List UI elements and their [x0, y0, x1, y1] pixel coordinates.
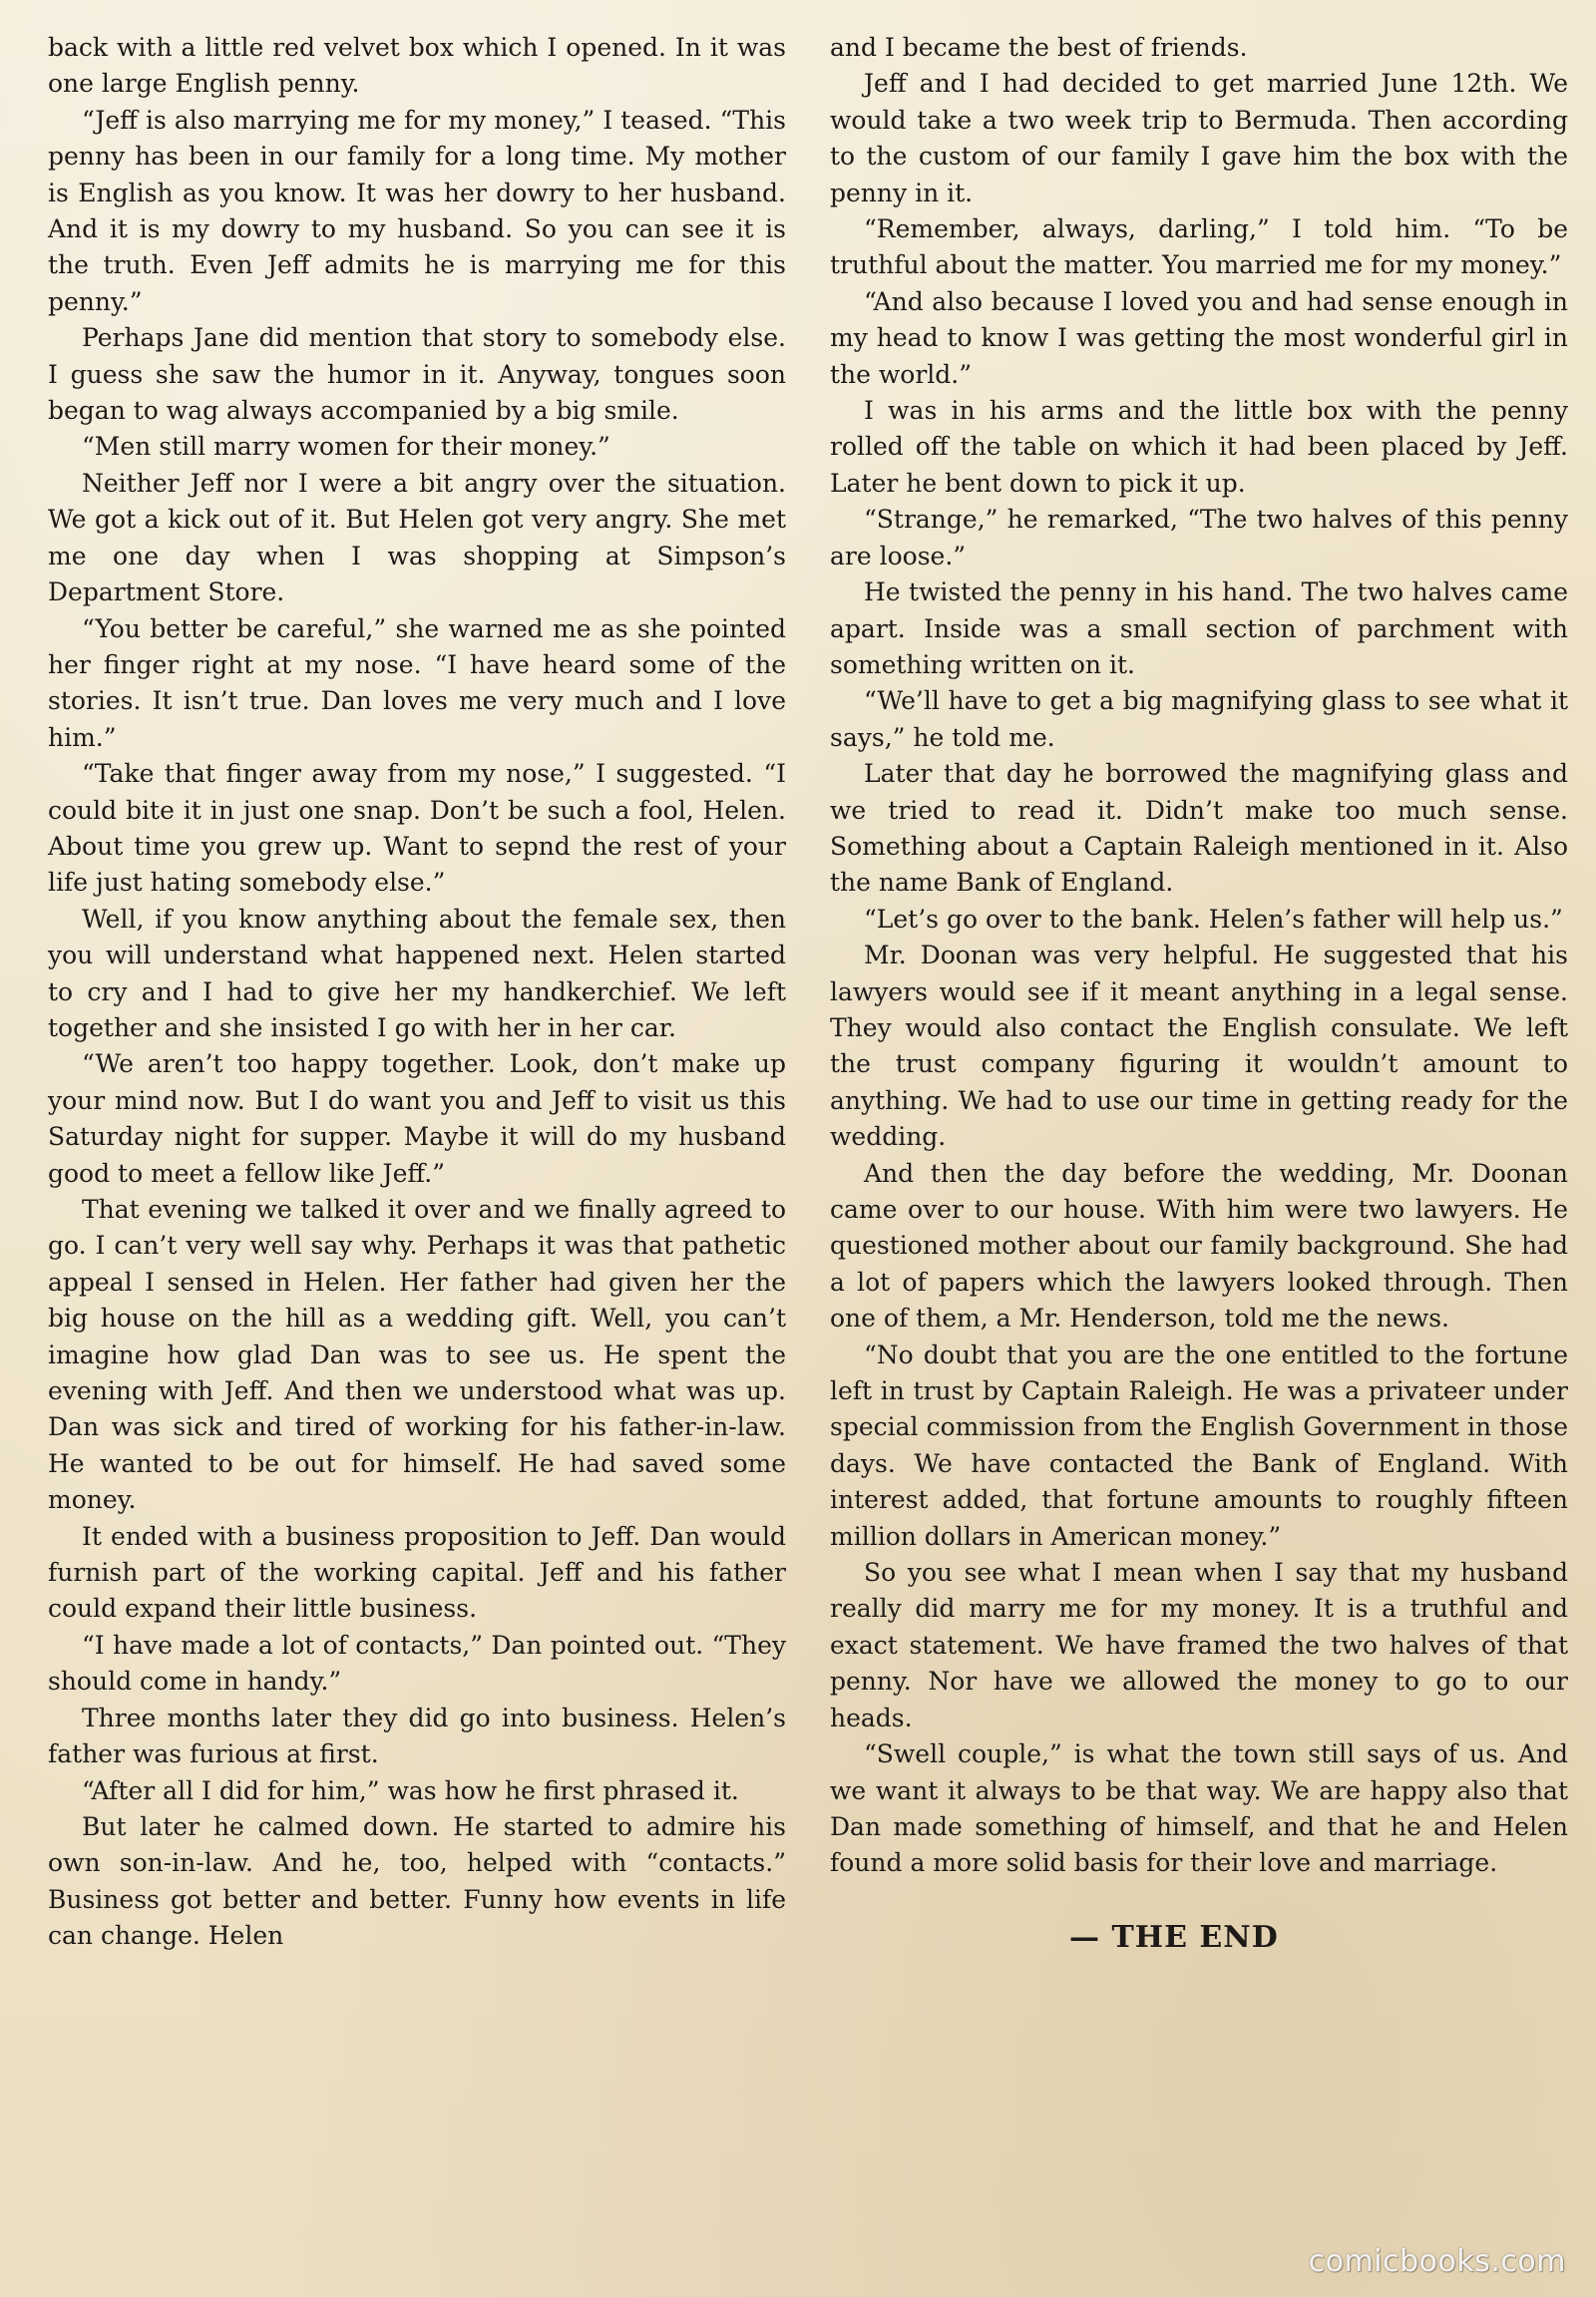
paragraph: Jeff and I had decided to get married June 12th. We would take a two week trip to Bermuda. Then according to the custom of our family I gave him the box with the penny in it. — [830, 69, 1568, 207]
paragraph: “No doubt that you are the one entitled to the fortune left in trust by Captain Raleigh. He was a privateer under special commission from the English Government in those days. We have contacted the Bank of England. With interest added, that fortune amounts to roughly fifteen million dollars in American money.” — [830, 1340, 1568, 1551]
paragraph: back with a little red velvet box which I opened. In it was one large English penny. — [48, 33, 786, 99]
paragraph: It ended with a business proposition to Jeff. Dan would furnish part of the working capital. Jeff and his father could expand their little business. — [48, 1521, 786, 1624]
the-end-label: — THE END — [1069, 1919, 1279, 1955]
paragraph: Neither Jeff nor I were a bit angry over the situation. We got a kick out of it. But Helen got very angry. She met me one day when I was shopping at Simpson’s Department Store. — [48, 468, 786, 607]
paragraph: “Remember, always, darling,” I told him. “To be truthful about the matter. You married me for my money.” — [830, 214, 1568, 280]
paragraph: “Take that finger away from my nose,” I suggested. “I could bite it in just one snap. Don’t be such a fool, Helen. About time you grew up. Want to sepnd the rest of your life just hating somebody else.” — [48, 759, 786, 898]
paragraph: I was in his arms and the little box with the penny rolled off the table on which it had been placed by Jeff. Later he bent down to pick it up. — [830, 396, 1568, 498]
paragraph: “I have made a lot of contacts,” Dan pointed out. “They should come in handy.” — [48, 1630, 786, 1697]
paragraph: Mr. Doonan was very helpful. He suggested that his lawyers would see if it meant anything in a legal sense. They would also contact the English consulate. We left the trust company figuring it wouldn’t amount to anything. We had to use our time in getting ready for the wedding. — [830, 941, 1568, 1152]
paragraph: “Let’s go over to the bank. Helen’s father will help us.” — [864, 904, 1563, 934]
paragraph: “After all I did for him,” was how he first phrased it. — [82, 1775, 739, 1805]
paragraph: Well, if you know anything about the female sex, then you will understand what happened next. Helen started to cry and I had to give her my handkerchief. We left together and she insisted I go with her in her car. — [48, 904, 786, 1042]
paragraph: Later that day he borrowed the magnifying glass and we tried to read it. Didn’t make too much sense. Something about a Captain Raleigh mentioned in it. Also the name Bank of England. — [830, 759, 1568, 898]
paragraph: “We aren’t too happy together. Look, don’t make up your mind now. But I do want you and Jeff to visit us this Saturday night for supper. Maybe it will do my husband good to meet a fellow like Jeff.” — [48, 1049, 786, 1188]
paragraph: And then the day before the wedding, Mr. Doonan came over to our house. With him were two lawyers. He questioned mother about our family background. She had a lot of papers which the lawyers looked through. Then one of them, a Mr. Henderson, told me the news. — [830, 1158, 1568, 1334]
right-column — [830, 30, 1568, 1956]
paragraph: He twisted the penny in his hand. The two halves came apart. Inside was a small section of parchment with something written on it. — [830, 577, 1568, 679]
paragraph: “Strange,” he remarked, “The two halves of this penny are loose.” — [830, 505, 1568, 571]
watermark: comicbooks.com — [1308, 2244, 1566, 2279]
paragraph: So you see what I mean when I say that my husband really did marry me for my money. It is a truthful and exact statement. We have framed the two halves of that penny. Nor have we allowed the money to go to our heads. — [830, 1558, 1568, 1732]
paragraph: But later he calmed down. He started to admire his own son-in-law. And he, too, helped with “contacts.” Business got better and better. Funny how events in life can change. Helen — [48, 1811, 786, 1951]
paragraph: “Swell couple,” is what the town still says of us. And we want it always to be that way. We are happy also that Dan made something of himself, and that he and Helen found a more solid basis for their love and marriage. — [830, 1739, 1568, 1878]
left-column — [48, 30, 786, 1955]
paragraph: “We’ll have to get a big magnifying glass to see what it says,” he told me. — [830, 686, 1568, 752]
paragraph: “Men still marry women for their money.” — [82, 432, 610, 462]
paragraph: Three months later they did go into business. Helen’s father was furious at first. — [48, 1703, 786, 1769]
paragraph: Perhaps Jane did mention that story to somebody else. I guess she saw the humor in it. Anyway, tongues soon began to wag always accompanied by a big smile. — [48, 323, 786, 426]
paragraph: That evening we talked it over and we finally agreed to go. I can’t very well say why. Perhaps it was that pathetic appeal I sensed in Helen. Her father had given her the big house on the hill as a wedding gift. Well, you can’t imagine how glad Dan was to see us. He spent the evening with Jeff. And then we understood what was up. Dan was sick and tired of working for his father-in-law. He wanted to be out for himself. He had saved some money. — [48, 1195, 786, 1515]
paragraph: and I became the best of friends. — [830, 33, 1248, 62]
paragraph: “Jeff is also marrying me for my money,” I teased. “This penny has been in our family for a long time. My mother is English as you know. It was her dowry to her husband. And it is my dowry to my husband. So you can see it is the truth. Even Jeff admits he is marrying me for this penny.” — [48, 105, 786, 316]
paragraph: “And also because I loved you and had sense enough in my head to know I was getting the most wonderful girl in the world.” — [830, 286, 1568, 389]
paragraph: “You better be careful,” she warned me as she pointed her finger right at my nose. “I have heard some of the stories. It isn’t true. Dan loves me very much and I love him.” — [48, 613, 786, 752]
